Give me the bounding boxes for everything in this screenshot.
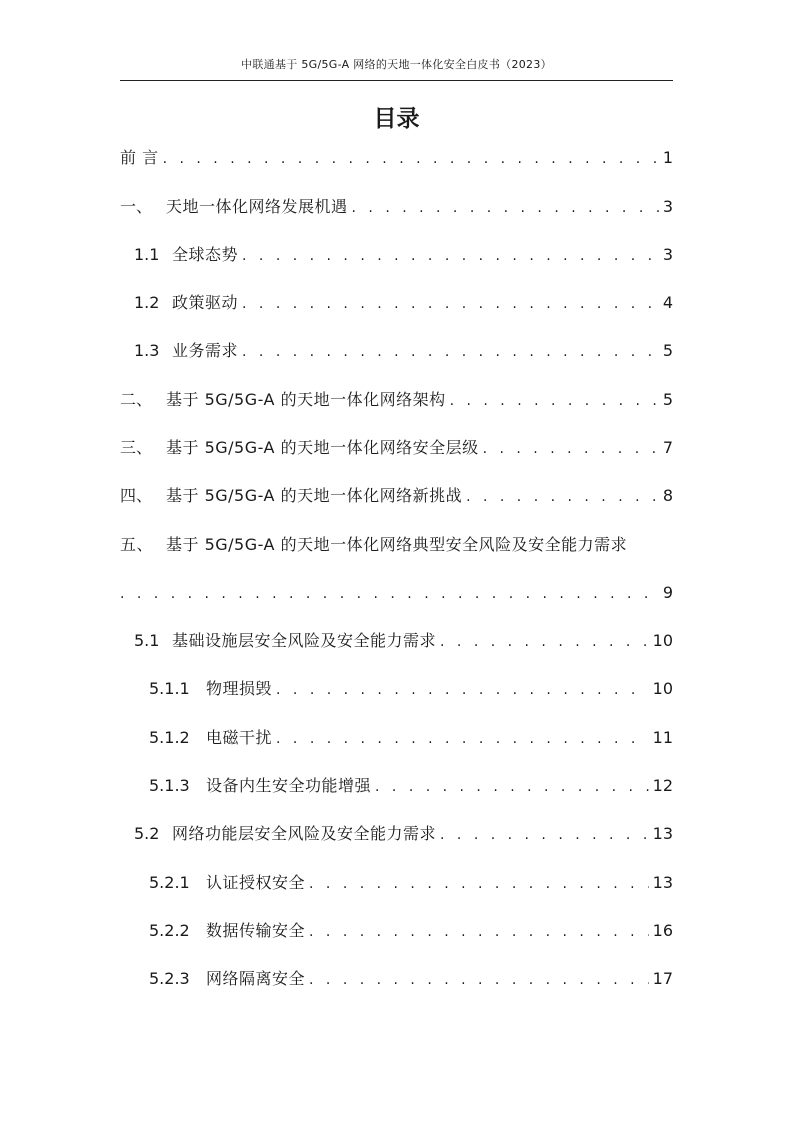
toc-leader-dots [309, 874, 649, 894]
toc-entry-number: 五、 [120, 535, 154, 554]
toc-leader-dots [440, 632, 649, 652]
toc-entry-section-1-2[interactable] [134, 293, 673, 314]
page-header: 中联通基于 5G/5G-A 网络的天地一体化安全白皮书（2023） [241, 58, 552, 71]
toc-entry-label: 电磁干扰 [206, 728, 273, 747]
toc-entry-subsection-5-2-3[interactable] [149, 969, 673, 990]
toc-entry-preface[interactable] [120, 148, 673, 169]
toc-leader-dots [466, 487, 659, 507]
toc-leader-dots [375, 777, 649, 797]
toc-entry-number: 5.2.2 [149, 921, 190, 940]
toc-entry-label: 政策驱动 [172, 293, 239, 312]
toc-entry-number: 5.1 [134, 631, 160, 650]
toc-entry-page: 5 [662, 390, 673, 409]
toc-leader-dots [242, 246, 659, 266]
toc-leader-dots [242, 342, 659, 362]
toc-entry-number: 5.2.1 [149, 873, 190, 892]
toc-entry-chapter-4[interactable] [120, 486, 673, 507]
toc-entry-number: 一、 [120, 197, 153, 216]
toc-entry-label: 业务需求 [172, 341, 239, 360]
toc-entry-section-1-3[interactable] [134, 341, 673, 362]
toc-entry-number: 1.2 [134, 293, 160, 312]
toc-entry-label: 天地一体化网络发展机遇 [166, 197, 348, 216]
toc-entry-number: 四、 [120, 486, 153, 505]
toc-entry-label: 全球态势 [172, 245, 239, 264]
toc-entry-page: 1 [662, 148, 673, 167]
toc-entry-chapter-5-line-2[interactable] [120, 583, 673, 604]
toc-leader-dots [163, 149, 659, 169]
toc-entry-page: 9 [662, 583, 673, 602]
toc-entry-label: 网络功能层安全风险及安全能力需求 [172, 824, 437, 843]
toc-entry-page: 10 [652, 679, 673, 698]
toc-entry-page: 3 [662, 197, 673, 216]
toc-entry-chapter-2[interactable] [120, 390, 673, 411]
toc-entry-chapter-3[interactable] [120, 438, 673, 459]
toc-entry-number: 5.1.1 [149, 679, 190, 698]
toc-entry-label: 基础设施层安全风险及安全能力需求 [172, 631, 437, 650]
toc-entry-section-1-1[interactable] [134, 245, 673, 266]
toc-leader-dots [483, 439, 659, 459]
toc-entry-subsection-5-1-2[interactable] [149, 728, 673, 749]
toc-entry-chapter-1[interactable] [120, 197, 673, 218]
toc-entry-label: 数据传输安全 [206, 921, 306, 940]
toc-entry-page: 7 [662, 438, 673, 457]
toc-leader-dots [309, 970, 649, 990]
toc-entry-label: 基于 5G/5G-A 的天地一体化网络安全层级 [166, 438, 479, 457]
toc-entry-label: 前 言 [120, 148, 159, 167]
toc-entry-chapter-5-line-1[interactable] [120, 535, 627, 555]
toc-entry-number: 二、 [120, 390, 153, 409]
toc-entry-label: 基于 5G/5G-A 的天地一体化网络架构 [166, 390, 446, 409]
toc-entry-page: 13 [652, 824, 673, 843]
toc-leader-dots [450, 391, 659, 411]
toc-entry-subsection-5-2-1[interactable] [149, 873, 673, 894]
toc-leader-dots [440, 825, 649, 845]
toc-entry-page: 8 [662, 486, 673, 505]
toc-entry-page: 13 [652, 873, 673, 892]
toc-entry-page: 12 [652, 776, 673, 795]
toc-entry-subsection-5-1-3[interactable] [149, 776, 673, 797]
toc-entry-number: 1.3 [134, 341, 160, 360]
toc-title: 目录 [373, 106, 420, 132]
toc-entry-number: 5.1.2 [149, 728, 190, 747]
toc-entry-label: 设备内生安全功能增强 [206, 776, 372, 795]
toc-entry-number: 5.2 [134, 824, 160, 843]
toc-entry-page: 3 [662, 245, 673, 264]
toc-entry-page: 17 [652, 969, 673, 988]
toc-entry-label: 物理损毁 [206, 679, 273, 698]
toc-entry-label: 基于 5G/5G-A 的天地一体化网络典型安全风险及安全能力需求 [166, 535, 628, 554]
toc-entry-number: 1.1 [134, 245, 160, 264]
header-rule [120, 80, 673, 81]
toc-entry-label: 网络隔离安全 [206, 969, 306, 988]
toc-entry-subsection-5-2-2[interactable] [149, 921, 673, 942]
toc-entry-section-5-2[interactable] [134, 824, 673, 845]
toc-entry-page: 11 [652, 728, 673, 747]
toc-entry-section-5-1[interactable] [134, 631, 673, 652]
toc-leader-dots [309, 922, 649, 942]
toc-leader-dots [276, 729, 649, 749]
toc-leader-dots [242, 294, 659, 314]
toc-entry-page: 10 [652, 631, 673, 650]
toc-entry-number: 5.1.3 [149, 776, 190, 795]
toc-entry-number: 5.2.3 [149, 969, 190, 988]
toc-leader-dots [352, 198, 659, 218]
toc-entry-label: 基于 5G/5G-A 的天地一体化网络新挑战 [166, 486, 463, 505]
toc-entry-label: 认证授权安全 [206, 873, 306, 892]
toc-entry-page: 4 [662, 293, 673, 312]
toc-leader-dots [276, 680, 649, 700]
toc-entry-page: 5 [662, 341, 673, 360]
toc-entry-subsection-5-1-1[interactable] [149, 679, 673, 700]
toc-entry-number: 三、 [120, 438, 153, 457]
toc-entry-page: 16 [652, 921, 673, 940]
toc-leader-dots [120, 584, 659, 604]
